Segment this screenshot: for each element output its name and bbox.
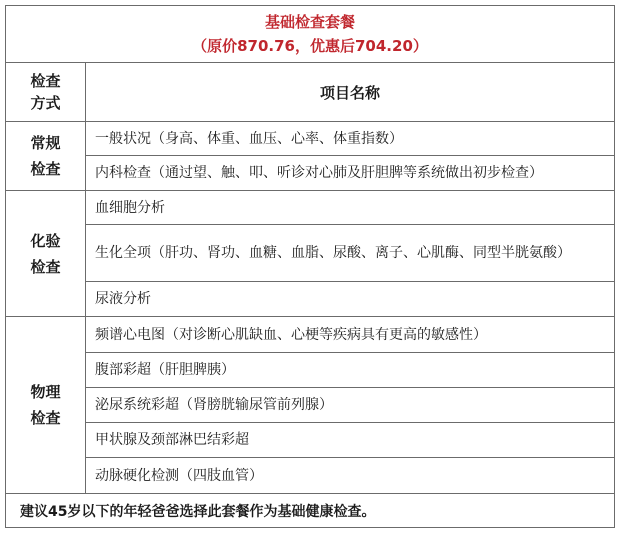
table-row: 动脉硬化检测（四肢血管） [86,458,615,494]
package-table [5,5,615,528]
package-recommendation: 建议45岁以下的年轻爸爸选择此套餐作为基础健康检查。 [6,494,615,528]
header-item-name: 项目名称 [86,63,615,122]
category-lab: 化验 检查 [6,191,86,317]
package-price: （原价870.76，优惠后704.20） [192,37,428,55]
table-row: 血细胞分析 [86,191,615,225]
table-row: 内科检查（通过望、触、叩、听诊对心肺及肝胆脾等系统做出初步检查） [86,156,615,191]
table-row: 频谱心电图（对诊断心肌缺血、心梗等疾病具有更高的敏感性） [86,317,615,353]
table-row: 腹部彩超（肝胆脾胰） [86,353,615,388]
table-row: 生化全项（肝功、肾功、血糖、血脂、尿酸、离子、心肌酶、同型半胱氨酸） [86,225,615,282]
table-row: 泌尿系统彩超（肾膀胱输尿管前列腺） [86,388,615,423]
package-title-cell [6,6,615,63]
header-method: 检查 方式 [6,63,86,122]
category-routine: 常规 检查 [6,122,86,191]
package-title: 基础检查套餐 [264,13,355,31]
table-row: 甲状腺及颈部淋巴结彩超 [86,423,615,458]
category-physical: 物理 检查 [6,317,86,494]
table-row: 一般状况（身高、体重、血压、心率、体重指数） [86,122,615,156]
table-row: 尿液分析 [86,282,615,317]
